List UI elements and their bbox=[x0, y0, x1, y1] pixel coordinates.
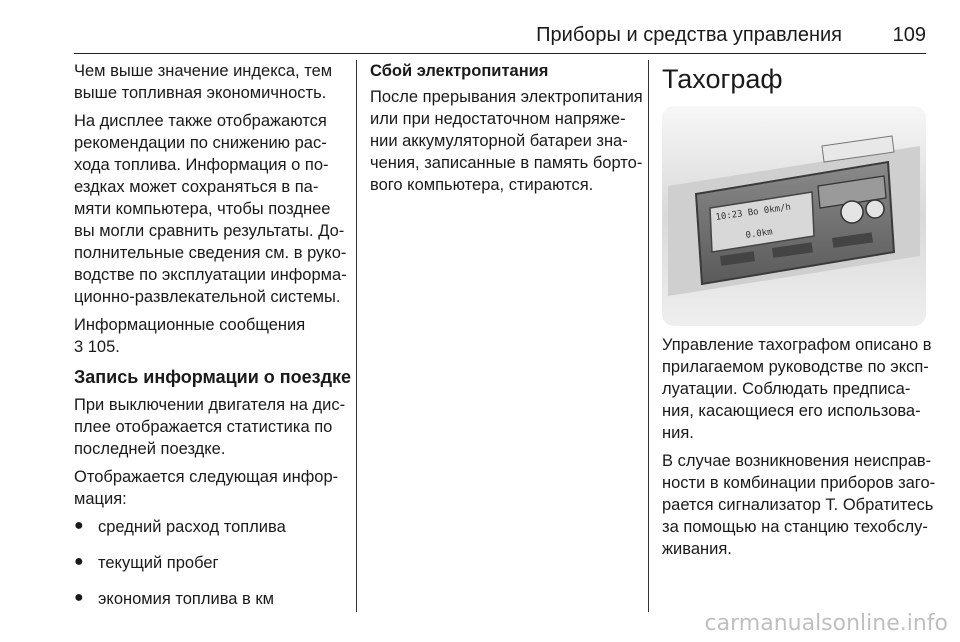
list-item bbox=[74, 588, 350, 610]
section-title: Приборы и средства управления bbox=[536, 24, 842, 46]
list-item bbox=[74, 552, 350, 574]
column-2 bbox=[370, 60, 642, 202]
text-line: рекомендации по снижению рас- bbox=[74, 134, 327, 152]
text-line: или при недостаточном напряже- bbox=[370, 110, 626, 128]
header-rule bbox=[74, 53, 926, 54]
text-line: вы могли сравнить результаты. До- bbox=[74, 222, 345, 240]
text-line: Чем выше значение индекса, тем bbox=[74, 62, 333, 80]
bullet-icon: ● bbox=[74, 517, 84, 534]
list-item-text: текущий пробег bbox=[98, 554, 219, 572]
paragraph bbox=[74, 466, 350, 510]
column-divider bbox=[648, 60, 649, 612]
text-line: ния, касающиеся его использова- bbox=[662, 402, 921, 420]
text-line: ездках может сохраняться в па- bbox=[74, 178, 319, 196]
text-line: рается сигнализатор T. Обратитесь bbox=[662, 496, 934, 514]
paragraph bbox=[662, 334, 932, 444]
text-line: выше топливная экономичность. bbox=[74, 84, 327, 102]
text-line: ционно-развлекательной системы. bbox=[74, 288, 341, 306]
column-1 bbox=[74, 60, 350, 624]
paragraph bbox=[74, 60, 350, 104]
list-item-text: экономия топлива в км bbox=[98, 590, 274, 608]
display-line-2: 0.0km bbox=[745, 227, 774, 241]
page-number: 109 bbox=[892, 24, 926, 46]
text-line: плее отображается статистика по bbox=[74, 418, 333, 436]
text-line: последней поездке. bbox=[74, 440, 226, 458]
text-line: полнительные сведения см. в руко- bbox=[74, 244, 347, 262]
list-item bbox=[74, 516, 350, 538]
text-line: ния. bbox=[662, 424, 694, 442]
paragraph bbox=[74, 110, 350, 308]
section-heading: Сбой электропитания bbox=[370, 62, 549, 80]
bullet-icon: ● bbox=[74, 553, 84, 570]
text-line: Информационные сообщения bbox=[74, 316, 306, 334]
text-line: за помощью на станцию техобслу- bbox=[662, 518, 928, 536]
text-line: На дисплее также отображаются bbox=[74, 112, 327, 130]
text-line: нии аккумуляторной батареи зна- bbox=[370, 132, 628, 150]
column-3 bbox=[662, 60, 936, 566]
paragraph bbox=[662, 450, 936, 560]
page-header bbox=[74, 20, 926, 54]
text-line: При выключении двигателя на дис- bbox=[74, 396, 346, 414]
text-line: мяти компьютера, чтобы позднее bbox=[74, 200, 331, 218]
column-divider bbox=[356, 60, 357, 612]
list-item-text: средний расход топлива bbox=[98, 518, 286, 536]
text-line: вого компьютера, стираются. bbox=[370, 176, 594, 194]
text-line: мация: bbox=[74, 490, 127, 508]
page-reference-link[interactable]: 3 105. bbox=[74, 338, 120, 356]
text-line: живания. bbox=[662, 540, 732, 558]
text-line: ности в комбинации приборов заго- bbox=[662, 474, 936, 492]
text-line: Отображается следующая инфор- bbox=[74, 468, 339, 486]
watermark-text: carmanualsonline.info bbox=[704, 611, 948, 636]
paragraph bbox=[370, 86, 642, 196]
text-line: Управление тахографом описано в bbox=[662, 336, 932, 354]
cross-reference bbox=[74, 314, 350, 358]
text-line: хода топлива. Информация о по- bbox=[74, 156, 329, 174]
text-line: чения, записанные в память борто- bbox=[370, 154, 643, 172]
section-heading: Запись информации о поездке bbox=[74, 367, 352, 387]
text-line: В случае возникновения неисправ- bbox=[662, 452, 932, 470]
text-line: водстве по эксплуатации информа- bbox=[74, 266, 347, 284]
text-line: После прерывания электропитания bbox=[370, 88, 643, 106]
text-line: луатации. Соблюдать предписа- bbox=[662, 380, 911, 398]
tachograph-illustration bbox=[662, 106, 926, 326]
paragraph bbox=[74, 394, 350, 460]
display-line-1: 10:23 Bo 0km/h bbox=[715, 202, 792, 223]
bullet-icon: ● bbox=[74, 589, 84, 606]
text-line: прилагаемом руководстве по эксп- bbox=[662, 358, 929, 376]
chapter-heading: Тахограф bbox=[662, 64, 783, 94]
